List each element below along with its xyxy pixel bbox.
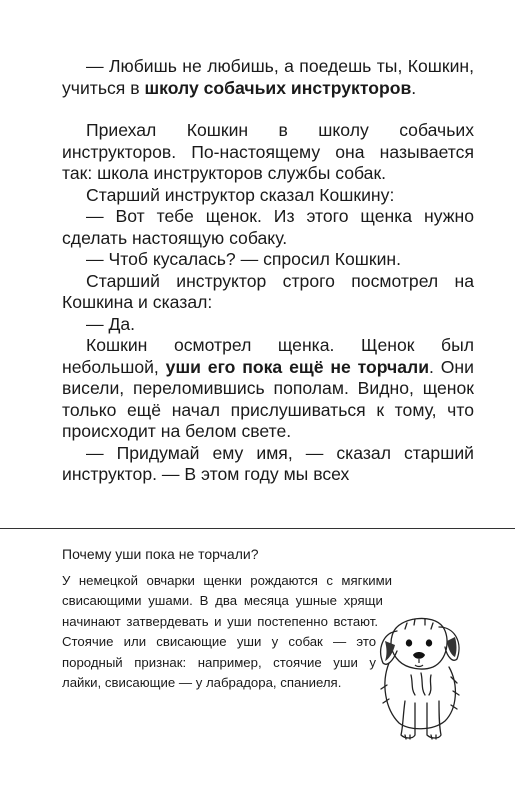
dialogue-line: — Вот тебе щенок. Из этого щенка нужно сделать настоящую собаку.	[62, 206, 474, 248]
sidebar-box	[62, 545, 457, 745]
dialogue-line: — Придумай ему имя, — сказал старший инструктор. — В этом году мы всех	[62, 442, 474, 484]
paragraph: Старший инструктор сказал Кошкину:	[86, 184, 395, 205]
puppy-illustration	[371, 605, 471, 745]
paragraph: Кошкин осмотрел щенка. Щенок был небольшой, уши его пока ещё не торчали. Они висели, переломившись пополам. Видно, щенок только ещё начал прислушиваться к тому, что происходит на белом свете.	[62, 335, 474, 441]
section-divider	[0, 528, 515, 529]
dialogue-line: — Да.	[86, 313, 136, 334]
bold-phrase: школу собачьих инструкторов	[144, 77, 412, 98]
sidebar-text: У немецкой овчарки щенки рождаются с мягкими свисающими ушами. В два месяца ушные хрящи начинают затвердевать и уши постепенно встают. Стоячие или свисающие уши у собак — это породный признак: например, стоячие уши у лайки, свисающие — у лабрадора, спаниеля.	[62, 573, 393, 691]
paragraph: — Любишь не любишь, а поедешь ты, Кошкин, учиться в школу собачьих инструкторов.	[62, 56, 474, 98]
sidebar-title: Почему уши пока не торчали?	[62, 546, 259, 562]
paragraph: Приехал Кошкин в школу собачьих инструкторов. По-настоящему она называется так: школа инструкторов службы собак.	[62, 120, 474, 183]
paragraph: Старший инструктор строго посмотрел на Кошкина и сказал:	[62, 270, 474, 312]
story-text	[62, 56, 474, 486]
paragraph-gap	[62, 99, 474, 120]
dialogue-line: — Чтоб кусалась? — спросил Кошкин.	[86, 249, 402, 269]
bold-phrase: уши его пока ещё не торчали	[165, 356, 430, 377]
